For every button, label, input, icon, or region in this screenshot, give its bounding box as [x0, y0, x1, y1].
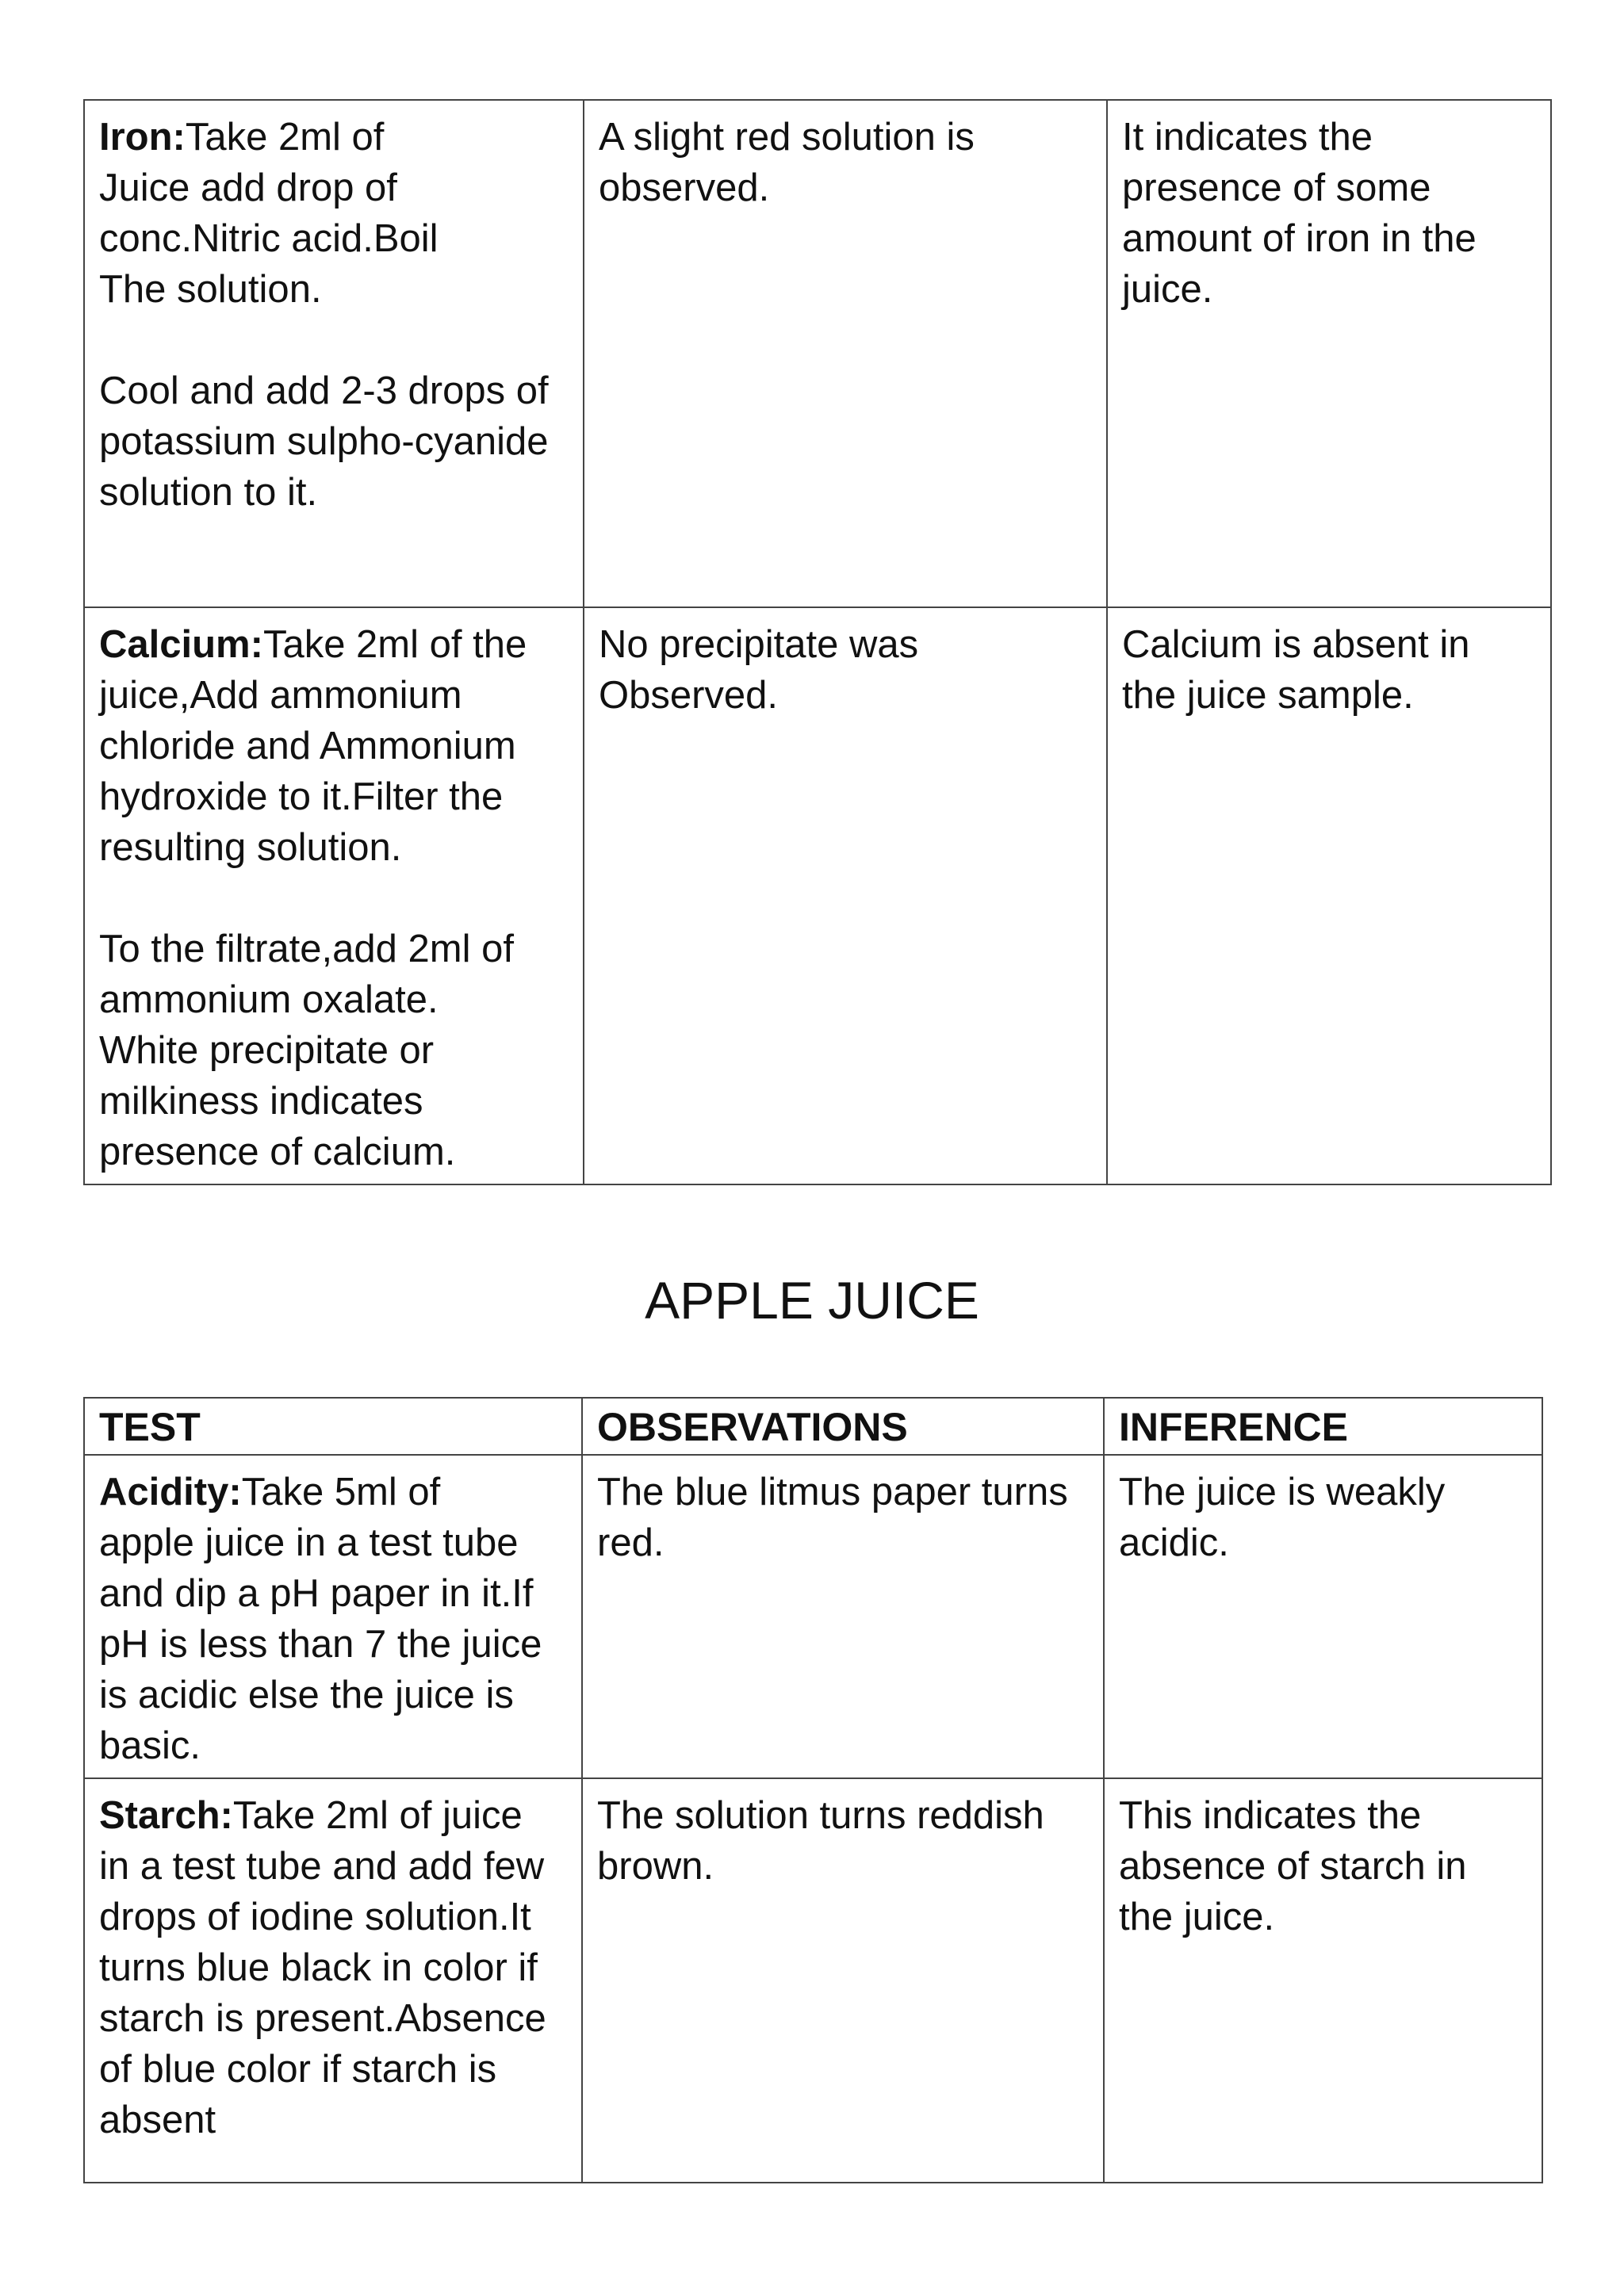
test-line: The solution. [99, 268, 322, 311]
inference-line: acidic. [1119, 1521, 1229, 1564]
test-cell [84, 607, 584, 1184]
observation-line: Observed. [599, 674, 779, 717]
test-label: Iron: [99, 116, 186, 159]
test-line: in a test tube and add few [99, 1845, 545, 1888]
test-text: Take 5ml of [241, 1471, 441, 1513]
test-cell [84, 1455, 582, 1778]
observation-cell [584, 607, 1107, 1184]
test-line: resulting solution. [99, 826, 402, 869]
test-line: To the filtrate,add 2ml of [99, 928, 514, 970]
test-line: ammonium oxalate. [99, 978, 439, 1021]
test-line: conc.Nitric acid.Boil [99, 217, 439, 260]
inference-line: amount of iron in the [1122, 217, 1477, 260]
inference-cell [1104, 1455, 1542, 1778]
header-inference: INFERENCE [1104, 1398, 1542, 1455]
observation-line: observed. [599, 166, 770, 209]
inference-line: The juice is weakly [1119, 1471, 1446, 1513]
test-label: Calcium: [99, 623, 263, 666]
inference-line: Calcium is absent in [1122, 623, 1470, 666]
observation-line: brown. [597, 1845, 714, 1888]
test-line: milkiness indicates [99, 1080, 423, 1123]
observation-cell [582, 1778, 1104, 2183]
header-test: TEST [84, 1398, 582, 1455]
test-line: potassium sulpho-cyanide [99, 420, 549, 463]
observation-line: No precipitate was [599, 623, 919, 666]
observation-line: A slight red solution is [599, 116, 975, 159]
test-line: absent [99, 2099, 216, 2141]
test-line: and dip a pH paper in it.If [99, 1572, 534, 1615]
inference-cell [1104, 1778, 1542, 2183]
test-line: hydroxide to it.Filter the [99, 775, 504, 818]
header-observations: OBSERVATIONS [582, 1398, 1104, 1455]
observation-line: The solution turns reddish [597, 1794, 1044, 1837]
inference-line: the juice. [1119, 1896, 1275, 1938]
table-row-acidity [84, 1455, 1542, 1778]
test-line: presence of calcium. [99, 1131, 456, 1173]
observation-line: red. [597, 1521, 665, 1564]
test-label: Acidity: [99, 1471, 242, 1513]
section-title: APPLE JUICE [645, 1271, 979, 1330]
inference-line: This indicates the [1119, 1794, 1422, 1837]
test-text: Take 2ml of the [262, 623, 527, 666]
test-line: White precipitate or [99, 1029, 435, 1072]
test-text: Take 2ml of juice [232, 1794, 523, 1837]
test-line: Juice add drop of [99, 166, 397, 209]
observation-cell [584, 100, 1107, 607]
test-line: Cool and add 2-3 drops of [99, 369, 549, 412]
test-line: apple juice in a test tube [99, 1521, 519, 1564]
test-line: starch is present.Absence [99, 1997, 546, 2040]
test-line: pH is less than 7 the juice [99, 1623, 542, 1666]
iron-calcium-table [83, 99, 1552, 1185]
test-line: drops of iodine solution.It [99, 1896, 531, 1938]
test-text: Take 2ml of [185, 116, 385, 159]
apple-juice-table [83, 1397, 1543, 2183]
table-header-row [84, 1398, 1542, 1455]
test-line: is acidic else the juice is [99, 1674, 514, 1716]
inference-line: It indicates the [1122, 116, 1373, 159]
table-row-calcium [84, 607, 1551, 1184]
test-line: chloride and Ammonium [99, 725, 516, 767]
inference-cell [1107, 100, 1551, 607]
inference-line: the juice sample. [1122, 674, 1414, 717]
inference-line: absence of starch in [1119, 1845, 1467, 1888]
test-cell [84, 100, 584, 607]
inference-cell [1107, 607, 1551, 1184]
test-line: juice,Add ammonium [99, 674, 462, 717]
table-row-starch [84, 1778, 1542, 2183]
test-cell [84, 1778, 582, 2183]
inference-line: juice. [1122, 268, 1213, 311]
observation-line: The blue litmus paper turns [597, 1471, 1068, 1513]
test-label: Starch: [99, 1794, 233, 1837]
test-line: of blue color if starch is [99, 2048, 497, 2091]
test-line: solution to it. [99, 471, 318, 514]
test-line: turns blue black in color if [99, 1946, 538, 1989]
table-row-iron [84, 100, 1551, 607]
observation-cell [582, 1455, 1104, 1778]
test-line: basic. [99, 1724, 201, 1767]
inference-line: presence of some [1122, 166, 1431, 209]
